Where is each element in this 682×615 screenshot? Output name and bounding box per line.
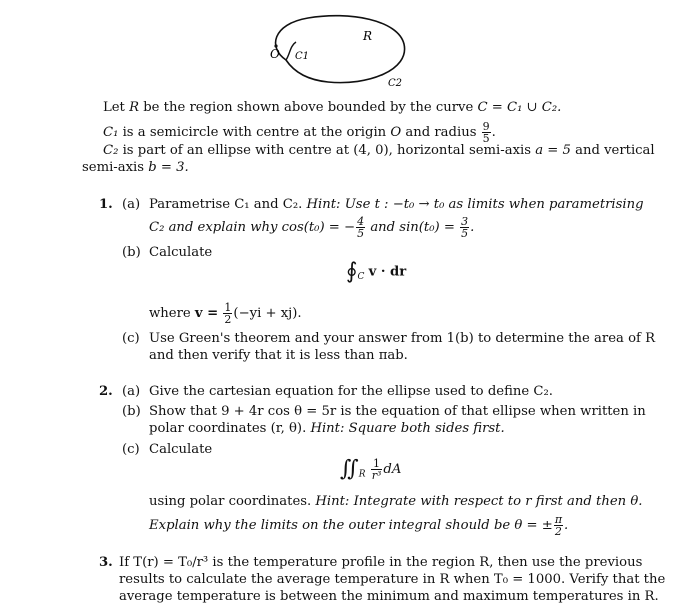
q3-line-3: average temperature is between the minimum and maximum temperatures in R. (119, 589, 659, 604)
q2c-label: (c) (122, 442, 140, 457)
q3-line-1: If T(r) = T₀/r³ is the temperature profile in the region R, then use the previous (119, 555, 643, 570)
q2b-line-1: Show that 9 + 4r cos θ = 5r is the equation of that ellipse when written in (149, 404, 646, 419)
q2a-label: (a) (122, 384, 141, 399)
curve-c2 (276, 16, 405, 83)
q1b-where: where v = $\frac{1}{2}$ (−yi + xj). (149, 301, 302, 326)
q2b-label: (b) (122, 404, 141, 419)
intro-line-1: Let R be the region shown above bounded by the curve C = C₁ ∪ C₂. (103, 100, 562, 115)
label-O: O (270, 47, 280, 61)
q2c-line-using: using polar coordinates. Hint: Integrate with respect to r first and then θ. (149, 494, 643, 509)
q1b-integral: $∮_C$ v · dr (346, 259, 407, 284)
label-C2: C2 (388, 78, 403, 89)
q3-line-2: results to calculate the average temperature in R when T₀ = 1000. Verify that the (119, 572, 666, 587)
q1b-text: Calculate (149, 245, 213, 260)
label-C1: C1 (295, 51, 310, 62)
q1-number: 1. (99, 197, 113, 212)
q1a-line-2: C₂ and explain why cos(t₀) = − $\frac{4}{5}$ and sin(t₀) = $\frac{3}{5}$ . (149, 215, 475, 240)
q2c-integral: $∬_R$ $\frac{1}{\text{r³}}$ dA (340, 456, 402, 482)
region-diagram (250, 8, 420, 92)
q1c-line-2: and then verify that it is less than πab. (149, 348, 408, 363)
intro-line-4: semi-axis b = 3. (82, 160, 189, 175)
q2c-line-explain: Explain why the limits on the outer integral should be θ = ± $\frac{\pi}{2}$ . (149, 513, 569, 538)
intro-line-2: C₁ is a semicircle with centre at the origin O and radius $\frac{9}{5}$ . (103, 120, 496, 145)
q1b-label: (b) (122, 245, 141, 260)
intro-line-3: C₂ is part of an ellipse with centre at (4, 0), horizontal semi-axis a = 5 and vertical (103, 143, 655, 158)
q2b-line-2: polar coordinates (r, θ). Hint: Square both sides first. (149, 421, 505, 436)
label-R: R (363, 29, 373, 43)
q2-number: 2. (99, 384, 113, 399)
q3-number: 3. (99, 555, 113, 570)
q2c-text: Calculate (149, 442, 213, 457)
q1c-line-1: Use Green's theorem and your answer from 1(b) to determine the area of R (149, 331, 656, 346)
q1a-label: (a) (122, 197, 141, 212)
q1c-label: (c) (122, 331, 140, 346)
q1a-line-1: Parametrise C₁ and C₂. Hint: Use t : −t₀ → t₀ as limits when parametrising (149, 197, 644, 212)
q2a-text: Give the cartesian equation for the ellipse used to define C₂. (149, 384, 553, 399)
